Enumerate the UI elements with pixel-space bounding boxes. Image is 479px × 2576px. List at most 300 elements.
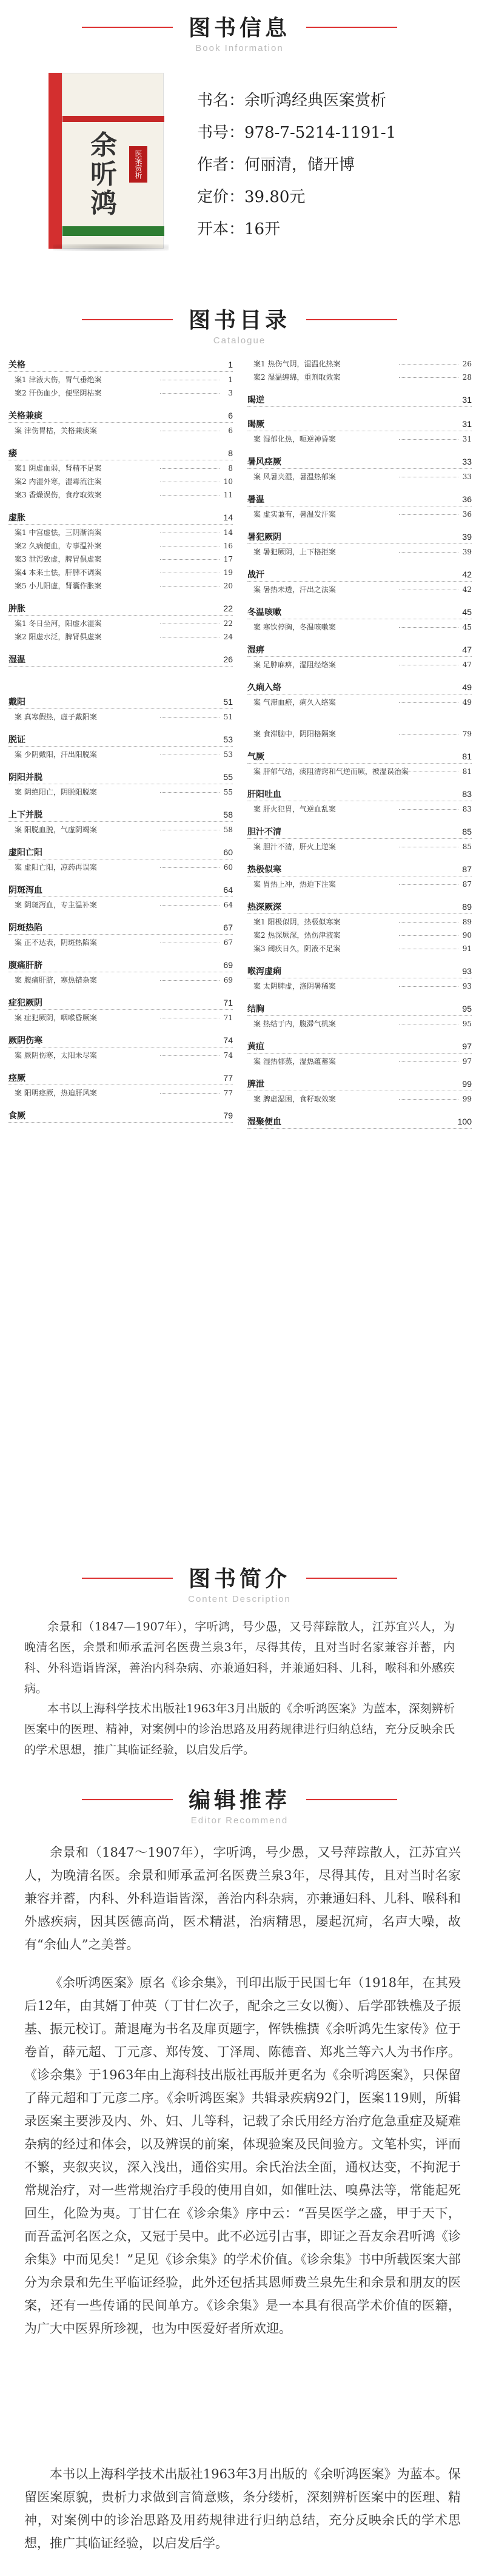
cover-shadow: [53, 244, 169, 251]
toc-page-number: 100: [457, 1117, 472, 1126]
toc-category-label: 战汗: [247, 570, 264, 579]
toc-item: [8, 1049, 233, 1061]
toc-page-number: 90: [460, 929, 472, 941]
toc-page-number: 10: [221, 476, 233, 488]
toc-item: [247, 803, 472, 815]
toc-category-label: 热极似寒: [247, 864, 281, 874]
section-title: 图书信息: [173, 11, 306, 42]
toc-leader-dots: [399, 439, 458, 440]
book-name: 书名：余听鸿经典医案赏析: [197, 92, 387, 110]
toc-item: [8, 540, 233, 552]
toc-item-label: 案 阳脱血脱，气虚阴竭案: [15, 826, 97, 834]
description-paragraph-1: 余景和（1847—1907年），字听鸿，号少愚，又号萍踪散人，江苏宜兴人，为晚清名医，余景和师承孟河名医费兰泉3年，尽得其传，且对当时名家兼容并蓄，内科、外科造诣皆深，善治内科杂病、亦兼通妇科，并兼通妇科、儿科，喉科和外感疾病。: [24, 1620, 455, 1695]
toc-page-number: 74: [223, 1035, 233, 1045]
toc-category: [8, 446, 233, 460]
toc-item-label: 案 真寒假热，虚子戴阳案: [15, 713, 97, 721]
toc-page-number: 6: [226, 425, 233, 437]
section-title: 图书简介: [173, 1562, 306, 1593]
toc-category: [247, 643, 472, 657]
section-header-info: [0, 11, 479, 53]
toc-page-number: 93: [462, 966, 472, 976]
toc-category: [8, 358, 233, 372]
toc-item-label: 案 寒饮停胸，冬温咳嗽案: [253, 623, 336, 631]
toc-leader-dots: [399, 702, 458, 703]
toc-page-number: 36: [460, 508, 472, 520]
toc-page-number: 16: [221, 540, 233, 552]
toc-item: [8, 476, 233, 488]
toc-item-label: 案 肝火犯胃，气逆血乱案: [253, 805, 336, 813]
toc-item: [247, 841, 472, 853]
toc-leader-dots: [160, 468, 219, 469]
toc-page-number: 51: [221, 711, 233, 723]
toc-category-label: 湿温: [8, 654, 25, 664]
toc-item: [8, 580, 233, 592]
toc-item-label: 案4 本来土怯，肝脾不调案: [15, 568, 102, 577]
toc-category-label: 脾泄: [247, 1079, 264, 1089]
toc-item-label: 案5 小儿阳虚，肾囊作胀案: [15, 582, 102, 590]
toc-category: [8, 1034, 233, 1048]
toc-item: [8, 617, 233, 630]
book-cover: [49, 73, 164, 249]
toc-page-number: 55: [221, 786, 233, 798]
toc-page-number: 14: [221, 526, 233, 539]
toc-category: [8, 733, 233, 747]
toc-page-number: 71: [221, 1012, 233, 1024]
toc-category-label: 暑风痉厥: [247, 457, 281, 466]
toc-page-number: 31: [462, 395, 472, 405]
toc-category: [247, 1040, 472, 1054]
toc-page-number: 3: [226, 387, 233, 399]
toc-page-number: 58: [221, 824, 233, 836]
toc-item: [8, 937, 233, 949]
toc-page-number: 8: [228, 448, 233, 458]
toc-item-label: 案1 津液大伤，胃气垂绝案: [15, 375, 102, 384]
toc-category-label: 肝阳吐血: [247, 789, 281, 799]
toc-page-number: 20: [221, 580, 233, 592]
toc-page-number: 64: [223, 885, 233, 895]
toc-page-number: 8: [226, 462, 233, 474]
toc-page-number: 58: [223, 810, 233, 819]
toc-leader-dots: [160, 867, 219, 868]
section-subtitle: Content Description: [188, 1594, 291, 1604]
toc-item-label: 案2 湿温缠绵，重剂取效案: [253, 373, 341, 382]
toc-item: [8, 1012, 233, 1024]
toc-page-number: 95: [462, 1004, 472, 1014]
toc-page-number: 77: [221, 1087, 233, 1099]
toc-item: [8, 974, 233, 986]
toc-category-label: 痉厥: [8, 1073, 25, 1083]
toc-item-label: 案 津伤胃枯，关格兼痰案: [15, 426, 97, 435]
toc-page-number: 91: [460, 943, 472, 955]
toc-category-label: 关格兼痰: [8, 411, 42, 420]
recommend-paragraph-1: 余景和（1847～1907年），字听鸿，号少愚，又号萍踪散人，江苏宜兴人，为晚清名医。余景和师承孟河名医费兰泉3年，尽得其传，且对当时名家兼容并蓄，内科、外科造诣皆深，善治内科杂病，亦兼通妇科、儿科、喉科和外感疾病，因其医德高尚，医术精湛，治病精思，屡起沉疴，名声大噪，故有“余仙人”之美誉。: [24, 1845, 461, 1952]
toc-leader-dots: [399, 922, 458, 923]
toc-item: [8, 1087, 233, 1099]
toc-item-label: 案 暑犯厥阴，上下格拒案: [253, 548, 336, 556]
toc-item-label: 案 湿热郁蒸，湿热蕴蓄案: [253, 1057, 336, 1066]
toc-page-number: 53: [221, 748, 233, 761]
toc-page-number: 71: [223, 998, 233, 1007]
toc-leader-dots: [399, 935, 458, 936]
toc-leader-dots: [399, 734, 458, 735]
cover-spine: [49, 73, 62, 249]
toc-leader-dots: [399, 809, 458, 810]
toc-page-number: 85: [462, 827, 472, 836]
toc-item-label: 案 风暑夹湿，暑温热郁案: [253, 472, 336, 481]
toc-item-label: 案 症犯厥阴，咽喉昏厥案: [15, 1014, 97, 1022]
toc-item-label: 案2 汗伤血少，便坚阴枯案: [15, 389, 102, 397]
toc-item-label: 案 食滞脑中，阴阳格隔案: [253, 730, 336, 738]
toc-category: [8, 921, 233, 935]
toc-category-label: 腹痛肝脐: [8, 960, 42, 970]
toc-page-number: 87: [460, 878, 472, 890]
toc-page-number: 51: [223, 697, 233, 707]
toc-item-label: 案 胆汁不清，肝火上逆案: [253, 842, 336, 851]
toc-item: [8, 567, 233, 579]
toc-leader-dots: [160, 1093, 219, 1094]
toc-item: [247, 929, 472, 941]
toc-item-label: 案 脾虚湿困，食籽取效案: [253, 1095, 336, 1103]
toc-page-number: 19: [221, 567, 233, 579]
toc-category-label: 湿聚便血: [247, 1117, 281, 1126]
toc-page-number: 53: [223, 735, 233, 744]
toc-page-number: 1: [228, 360, 233, 369]
toc-page-number: 69: [223, 960, 233, 970]
toc-category-label: 虚胀: [8, 513, 25, 522]
toc-page-number: 49: [460, 696, 472, 708]
toc-item: [8, 462, 233, 474]
toc-item-label: 案 虚实兼有，暑温发汗案: [253, 510, 336, 519]
toc-item: [8, 526, 233, 539]
toc-page-number: 1: [226, 374, 233, 386]
toc-category-label: 上下并脱: [8, 810, 42, 819]
toc-item-label: 案 湿郁化热，呃逆神昏案: [253, 435, 336, 443]
toc-leader-dots: [399, 514, 458, 515]
toc-category: [8, 695, 233, 709]
cover-front: [62, 73, 164, 249]
toc-page-number: 89: [462, 902, 472, 912]
toc-page-number: 47: [460, 659, 472, 671]
toc-item: [8, 786, 233, 798]
toc-category: [8, 770, 233, 784]
toc-leader-dots: [399, 364, 458, 365]
toc-leader-dots: [399, 377, 458, 378]
toc-category: [8, 511, 233, 525]
toc-category-label: 阴阳并脱: [8, 772, 42, 782]
toc-leader-dots: [160, 980, 219, 981]
toc-item-label: 案3 香燥误伤，食疗取效案: [15, 491, 102, 499]
toc-item-label: 案 阳明痉厥，热迫肝风案: [15, 1089, 97, 1097]
toc-leader-dots: [160, 495, 219, 496]
toc-category-label: 湿痹: [247, 645, 264, 654]
toc-item: [247, 659, 472, 671]
section-title: 编辑推荐: [173, 1783, 306, 1814]
toc-page-number: 99: [462, 1079, 472, 1089]
toc-leader-dots: [399, 1099, 458, 1100]
cover-title: 余听鸿: [90, 130, 117, 219]
toc-category: [247, 825, 472, 839]
toc-item: [247, 621, 472, 633]
toc-item-label: 案 肝郁气结，痰阻清窍和气逆而厥，被湿误治案: [253, 767, 409, 776]
toc-item: [247, 583, 472, 596]
toc-item-label: 案2 久病便血，专事温补案: [15, 542, 102, 550]
toc-category: [247, 750, 472, 764]
toc-page-number: 77: [223, 1073, 233, 1083]
toc-leader-dots: [160, 905, 219, 906]
toc-category-label: 久痢入络: [247, 682, 281, 692]
toc-page-number: 81: [460, 765, 472, 778]
toc-category: [247, 530, 472, 544]
section-title: 图书目录: [173, 303, 306, 334]
toc-item: [8, 387, 233, 399]
toc-category-label: 症犯厥阴: [8, 998, 42, 1007]
toc-category-label: 结胸: [247, 1004, 264, 1014]
toc-leader-dots: [160, 717, 219, 718]
toc-category: [247, 393, 472, 407]
toc-item: [247, 943, 472, 955]
toc-category: [247, 568, 472, 582]
toc-category-label: 黄疸: [247, 1041, 264, 1051]
toc-category-label: 冬温咳嗽: [247, 607, 281, 617]
book-info: [197, 85, 396, 246]
book-price: 定价：39.80元: [197, 188, 306, 206]
toc-page-number: 83: [462, 789, 472, 799]
toc-item-label: 案 太阴脾虚，涤阴暑稀案: [253, 982, 336, 990]
toc-category: [247, 455, 472, 469]
toc-page-number: 97: [462, 1041, 472, 1051]
toc-item: [247, 471, 472, 483]
toc-page-number: 36: [462, 494, 472, 504]
section-header-catalog: [0, 303, 479, 346]
section-header-rec: [0, 1783, 479, 1826]
toc-page-number: 45: [462, 607, 472, 617]
toc-item-label: 案 暑热未透，汗出之法案: [253, 585, 336, 594]
toc-leader-dots: [399, 1061, 458, 1062]
toc-item-label: 案2 内湿外寒，湿毒流注案: [15, 477, 102, 486]
cover-green-bar: [62, 226, 164, 236]
toc-category-label: 气厥: [247, 752, 264, 761]
toc-item: [247, 765, 472, 778]
toc-item: [247, 546, 472, 558]
toc-item-label: 案 胃热上冲，热迫下注案: [253, 880, 336, 889]
toc-item: [8, 861, 233, 873]
toc-page-number: 67: [223, 923, 233, 932]
toc-page-number: 89: [460, 916, 472, 928]
toc-leader-dots: [399, 627, 458, 628]
toc-page-number: 99: [460, 1093, 472, 1105]
toc-item: [8, 711, 233, 723]
toc-item: [247, 696, 472, 708]
toc-page-number: 74: [221, 1049, 233, 1061]
toc-page-number: 39: [460, 546, 472, 558]
toc-page-number: 79: [223, 1111, 233, 1120]
toc-page-number: 60: [221, 861, 233, 873]
toc-category: [8, 996, 233, 1010]
toc-page-number: 79: [460, 728, 472, 740]
toc-item-label: 案1 热伤气阴，湿温化热案: [253, 360, 341, 368]
toc-category-label: 肿胀: [8, 604, 25, 613]
toc-category-label: 暑犯厥阴: [247, 532, 281, 542]
toc-category: [247, 964, 472, 978]
recommend-paragraph-2: 《余听鸿医案》原名《诊余集》，刊印出版于民国七年（1918年，在其殁后12年，由其婿丁仲英（丁甘仁次子，配余之三女以衡）、后学邵铁樵及子振基、振元校订。萧退庵为书名及扉页题字，恽铁樵撰《余听鸿先生家传》位于卷首，薛元超、丁元彦、郑传笈、丁泽周、陈德音、郑兆兰等六人为书作序。《诊余集》于1963年由上海科技出版社再版并更名为《余听鸿医案》，只保留了薛元超和丁元彦二序。《余听鸿医案》共辑录疾病92门，医案119则，所辑录医案主要涉及内、外、妇、儿等科，记载了余氏用经方治疗危急重症及疑难杂病的经过和体会，以及辨误的前案，体现验案及民间验方。文笔朴实，评而不繁，夹叙夹议，深入浅出，通俗实用。余氏治法全面，通权达变，不拘泥于常规治疗，对一些常规治疗手段的使用自如，如催吐法、嗅鼻法等，常能起死回生，化险为夷。丁甘仁在《诊余集》序中云：“吾吴医学之盛，甲于天下，而吾孟河名医之众，又冠于吴中。此不必远引古事，即证之吾友余君听鸿《诊余集》中而见矣！”足见《诊余集》的学术价值。《诊余集》书中所载医案大部分为余景和先生平临证经验，此外还包括其恩师费兰泉先生和余景和朋友的医案，还有一些传诵的民间单方。《诊余集》是一本具有很高学术价值的医籍，为广大中医界所珍视，也为中医爱好者所欢迎。: [24, 1976, 461, 2336]
section-subtitle: Editor Recommend: [190, 1815, 289, 1826]
toc-page-number: 95: [460, 1018, 472, 1030]
toc-page-number: 60: [223, 847, 233, 857]
toc-page-number: 83: [460, 803, 472, 815]
toc-item-label: 案 厥阴伤寒，太阳未尽案: [15, 1051, 97, 1060]
toc-category: [247, 900, 472, 914]
toc-page-number: 22: [221, 617, 233, 630]
toc-item-label: 案 阴斑泻血，专主温补案: [15, 901, 97, 909]
toc-category-label: 热深厥深: [247, 902, 281, 912]
toc-item: [8, 553, 233, 565]
toc-category: [247, 605, 472, 619]
toc-item-label: 案2 阳虚水泛，脾肾俱虚案: [15, 633, 102, 641]
toc-category: [8, 808, 233, 822]
toc-item-label: 案3 阈疾日久，阴液不足案: [253, 944, 341, 953]
toc-category-label: 暍厥: [247, 419, 264, 429]
toc-category-label: 厥阴伤寒: [8, 1035, 42, 1045]
toc-page-number: 17: [221, 553, 233, 565]
toc-category: [8, 1071, 233, 1085]
toc-page-number: 31: [460, 433, 472, 445]
toc-item: [247, 916, 472, 928]
book-author: 作者：何丽清，储开博: [197, 156, 355, 174]
toc-item: [8, 899, 233, 911]
toc-category: [247, 417, 472, 431]
toc-page-number: 67: [221, 937, 233, 949]
toc-item-label: 案 阴绝阳亡，阴脱阳脱案: [15, 788, 97, 796]
toc-page-number: 42: [460, 583, 472, 596]
toc-page-number: 45: [460, 621, 472, 633]
toc-item: [247, 980, 472, 992]
toc-leader-dots: [160, 1055, 219, 1056]
toc-category: [8, 602, 233, 616]
toc-category-label: 暍逆: [247, 395, 264, 405]
toc-page-number: 33: [460, 471, 472, 483]
toc-category-label: 喉泻虚痢: [247, 966, 281, 976]
toc-page-number: 6: [228, 411, 233, 420]
toc-item-label: 案 气滞血瘀，痢久入络案: [253, 698, 336, 707]
toc-page-number: 39: [462, 532, 472, 542]
toc-page-number: 22: [223, 604, 233, 613]
toc-page-number: 11: [221, 489, 233, 501]
toc-page-number: 69: [221, 974, 233, 986]
section-subtitle: Catalogue: [213, 335, 266, 346]
toc-item: [8, 489, 233, 501]
toc-item: [247, 1055, 472, 1068]
toc-category-label: 关格: [8, 360, 25, 369]
toc-page-number: 31: [462, 419, 472, 429]
book-isbn: 书号：978-7-5214-1191-1: [197, 124, 397, 142]
toc-leader-dots: [160, 792, 219, 793]
toc-item-label: 案2 热深厥深，热伤津液案: [253, 931, 341, 940]
toc-page-number: 64: [221, 899, 233, 911]
toc-item: [247, 358, 472, 370]
toc-page-number: 81: [462, 752, 472, 761]
toc-item-label: 案 少阴戴阳，汗出阳脱案: [15, 750, 97, 759]
toc-item: [8, 631, 233, 643]
book-format: 开本：16开: [197, 220, 281, 238]
toc-item-label: 案1 中宫虚怯，三阴渐消案: [15, 528, 102, 537]
toc-item: [247, 1093, 472, 1105]
toc-category: [8, 653, 233, 667]
toc-page-number: 26: [223, 654, 233, 664]
toc-page-number: 28: [460, 371, 472, 383]
toc-leader-dots: [399, 986, 458, 987]
toc-page-number: 14: [223, 513, 233, 522]
toc-leader-dots: [399, 552, 458, 553]
toc-item: [247, 728, 472, 740]
toc-item: [247, 1018, 472, 1030]
toc-leader-dots: [160, 559, 219, 560]
toc-item-label: 案 虚阳亡阳，凉药再误案: [15, 863, 97, 872]
toc-category-label: 暑温: [247, 494, 264, 504]
toc-leader-dots: [160, 586, 219, 587]
toc-category: [8, 958, 233, 972]
toc-page-number: 33: [462, 457, 472, 466]
toc-category-label: 阴斑泻血: [8, 885, 42, 895]
toc-item: [8, 374, 233, 386]
toc-category-label: 虚阳亡阳: [8, 847, 42, 857]
toc-item-label: 案 足肿麻痹，湿阻经络案: [253, 661, 336, 669]
toc-category-label: 脱证: [8, 735, 25, 744]
cover-seal: 医案赏析: [129, 146, 147, 183]
toc-category: [8, 883, 233, 897]
toc-category: [247, 681, 472, 694]
toc-page-number: 55: [223, 772, 233, 782]
toc-category-label: 食厥: [8, 1111, 25, 1120]
toc-page-number: 42: [462, 570, 472, 579]
toc-page-number: 49: [462, 682, 472, 692]
toc-item-label: 案 正不达表，阴斑热陷案: [15, 938, 97, 947]
toc-category-label: 胆汁不清: [247, 827, 281, 836]
section-subtitle: Book Information: [195, 43, 284, 53]
toc-category-label: 戴阳: [8, 697, 25, 707]
description-paragraph-2: 本书以上海科学技术出版社1963年3月出版的《余听鸿医案》为蓝本，深刻辨析医案中的医理、精神，对案例中的诊治思路及用药规律进行归纳总结，充分反映余氏的学术思想，推广其临证经验，以启发后学。: [24, 1702, 455, 1757]
toc-leader-dots: [160, 393, 219, 394]
toc-leader-dots: [399, 884, 458, 885]
toc-item-label: 案 腹痛肝脐，寒热错杂案: [15, 976, 97, 984]
toc-category: [247, 787, 472, 801]
recommend-paragraph-3: 本书以上海科学技术出版社1963年3月出版的《余听鸿医案》为蓝本。保留医案原貌，贵析力求做到言简意赅，条分缕析，深刻辨析医案中的医理、精神，对案例中的诊治思路及用药规律进行归纳总结，充分反映余氏的学术思想，推广其临证经验，以启发后学。: [24, 2467, 461, 2551]
toc-category: [8, 409, 233, 423]
toc-item: [247, 878, 472, 890]
toc-category: [247, 863, 472, 876]
toc-category-label: 阴斑热陷: [8, 923, 42, 932]
toc-item: [8, 748, 233, 761]
toc-page-number: 97: [460, 1055, 472, 1068]
toc-category-label: 痿: [8, 448, 17, 458]
section-header-desc: [0, 1562, 479, 1604]
toc-item-label: 案 热结于内，腹滞气机案: [253, 1020, 336, 1028]
toc-page-number: 93: [460, 980, 472, 992]
toc-item-label: 案1 阴虚血弱，肾精不足案: [15, 464, 102, 472]
toc-item: [247, 433, 472, 445]
toc-item: [247, 508, 472, 520]
toc-page-number: 85: [460, 841, 472, 853]
toc-category: [247, 493, 472, 506]
toc-item-label: 案3 泄泻致虚，脾胃俱虚案: [15, 555, 102, 563]
toc-category: [247, 1115, 472, 1129]
toc-item: [8, 824, 233, 836]
cover-band: [62, 116, 164, 122]
toc-category: [247, 1002, 472, 1016]
toc-item: [8, 425, 233, 437]
toc-page-number: 87: [462, 864, 472, 874]
toc-page-number: 24: [221, 631, 233, 643]
toc-page-number: 26: [460, 358, 472, 370]
